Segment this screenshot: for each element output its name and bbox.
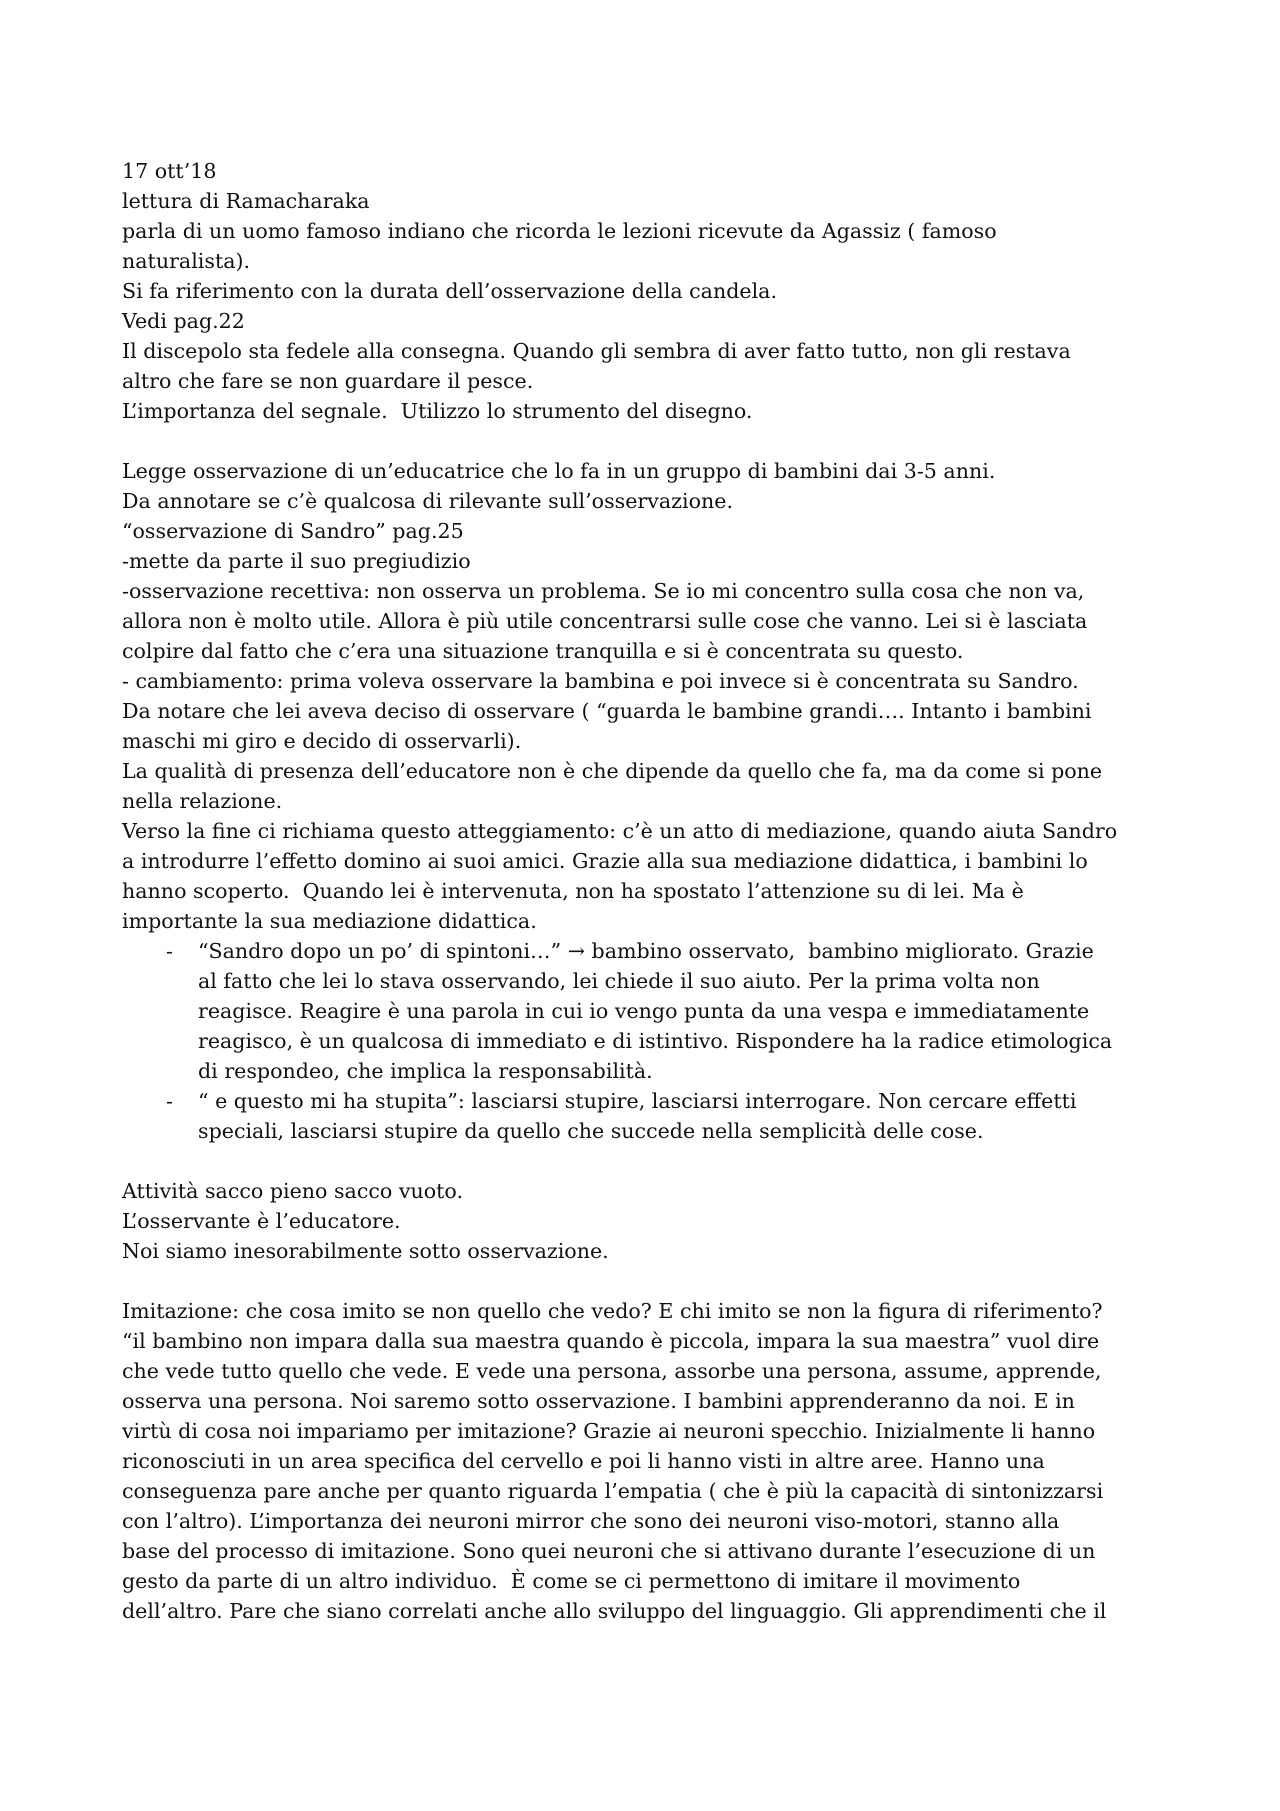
document-page — [122, 156, 1162, 1626]
bullet-marker: - — [166, 1089, 173, 1113]
bullet-list — [122, 936, 1162, 1146]
text-line: La qualità di presenza dell’educatore non è che dipende da quello che fa, ma da come si pone — [122, 759, 1103, 783]
text-line: allora non è molto utile. Allora è più utile concentrarsi sulle cose che vanno. Lei si è lasciata — [122, 609, 1088, 633]
text-line: conseguenza pare anche per quanto riguarda l’empatia ( che è più la capacità di sintonizzarsi — [122, 1479, 1104, 1503]
text-line: Da annotare se c’è qualcosa di rilevante sull’osservazione. — [122, 489, 733, 513]
text-line: - cambiamento: prima voleva osservare la bambina e poi invece si è concentrata su Sandro. — [122, 669, 1079, 693]
paragraph-gap — [122, 1266, 1162, 1296]
text-line: speciali, lasciarsi stupire da quello che succede nella semplicità delle cose. — [198, 1119, 984, 1143]
text-line: -mette da parte il suo pregiudizio — [122, 549, 471, 573]
notes-block-3 — [122, 1176, 1162, 1266]
text-line: che vede tutto quello che vede. E vede una persona, assorbe una persona, assume, apprende, — [122, 1359, 1102, 1383]
text-line: maschi mi giro e decido di osservarli). — [122, 729, 522, 753]
text-line: reagisce. Reagire è una parola in cui io vengo punta da una vespa e immediatamente — [198, 999, 1090, 1023]
text-line: parla di un uomo famoso indiano che ricorda le lezioni ricevute da Agassiz ( famoso — [122, 219, 997, 243]
text-line: L’osservante è l’educatore. — [122, 1209, 401, 1233]
bullet-marker: - — [166, 939, 173, 963]
text-line: Da notare che lei aveva deciso di osservare ( “guarda le bambine grandi…. Intanto i bambini — [122, 699, 1092, 723]
text-line: “Sandro dopo un po’ di spintoni…” → bambino osservato, bambino migliorato. Grazie — [198, 939, 1094, 963]
text-line: dell’altro. Pare che siano correlati anche allo sviluppo del linguaggio. Gli apprendimenti che il — [122, 1599, 1107, 1623]
text-line: hanno scoperto. Quando lei è intervenuta, non ha spostato l’attenzione su di lei. Ma è — [122, 879, 1024, 903]
text-line: nella relazione. — [122, 789, 283, 813]
text-line: virtù di cosa noi impariamo per imitazione? Grazie ai neuroni specchio. Inizialmente li hanno — [122, 1419, 1096, 1443]
text-line: -osservazione recettiva: non osserva un problema. Se io mi concentro sulla cosa che non va, — [122, 579, 1085, 603]
text-line: Si fa riferimento con la durata dell’osservazione della candela. — [122, 279, 777, 303]
text-line: Legge osservazione di un’educatrice che lo fa in un gruppo di bambini dai 3-5 anni. — [122, 459, 996, 483]
text-line: reagisco, è un qualcosa di immediato e di istintivo. Rispondere ha la radice etimologica — [198, 1029, 1113, 1053]
notes-block-2 — [122, 456, 1162, 936]
text-line: lettura di Ramacharaka — [122, 189, 370, 213]
text-line: osserva una persona. Noi saremo sotto osservazione. I bambini apprenderanno da noi. E in — [122, 1389, 1075, 1413]
notes-block-4 — [122, 1296, 1162, 1626]
text-line: Noi siamo inesorabilmente sotto osservazione. — [122, 1239, 609, 1263]
text-line: base del processo di imitazione. Sono quei neuroni che si attivano durante l’esecuzione di un — [122, 1539, 1096, 1563]
text-line: “il bambino non impara dalla sua maestra quando è piccola, impara la sua maestra” vuol dire — [122, 1329, 1100, 1353]
text-line: “ e questo mi ha stupita”: lasciarsi stupire, lasciarsi interrogare. Non cercare effetti — [198, 1089, 1077, 1113]
text-line: a introdurre l’effetto domino ai suoi amici. Grazie alla sua mediazione didattica, i bambini lo — [122, 849, 1088, 873]
text-line: Imitazione: che cosa imito se non quello che vedo? E chi imito se non la figura di riferimento? — [122, 1299, 1103, 1323]
text-line: colpire dal fatto che c’era una situazione tranquilla e si è concentrata su questo. — [122, 639, 964, 663]
text-line: riconosciuti in un area specifica del cervello e poi li hanno visti in altre aree. Hanno una — [122, 1449, 1045, 1473]
list-item — [122, 936, 1162, 1086]
notes-block-1 — [122, 156, 1162, 426]
text-line: gesto da parte di un altro individuo. È come se ci permettono di imitare il movimento — [122, 1569, 1021, 1593]
list-item — [122, 1086, 1162, 1146]
text-line: Vedi pag.22 — [122, 309, 245, 333]
text-line: Il discepolo sta fedele alla consegna. Quando gli sembra di aver fatto tutto, non gli restava — [122, 339, 1071, 363]
text-line: “osservazione di Sandro” pag.25 — [122, 519, 464, 543]
date-line: 17 ott’18 — [122, 159, 217, 183]
text-line: Verso la fine ci richiama questo atteggiamento: c’è un atto di mediazione, quando aiuta Sandro — [122, 819, 1118, 843]
text-line: Attività sacco pieno sacco vuoto. — [122, 1179, 464, 1203]
paragraph-gap — [122, 426, 1162, 456]
text-line: naturalista). — [122, 249, 251, 273]
text-line: importante la sua mediazione didattica. — [122, 909, 537, 933]
paragraph-gap — [122, 1146, 1162, 1176]
text-line: altro che fare se non guardare il pesce. — [122, 369, 534, 393]
text-line: L’importanza del segnale. Utilizzo lo strumento del disegno. — [122, 399, 753, 423]
text-line: con l’altro). L’importanza dei neuroni mirror che sono dei neuroni viso-motori, stanno alla — [122, 1509, 1060, 1533]
text-line: di respondeo, che implica la responsabilità. — [198, 1059, 653, 1083]
text-line: al fatto che lei lo stava osservando, lei chiede il suo aiuto. Per la prima volta non — [198, 969, 1040, 993]
